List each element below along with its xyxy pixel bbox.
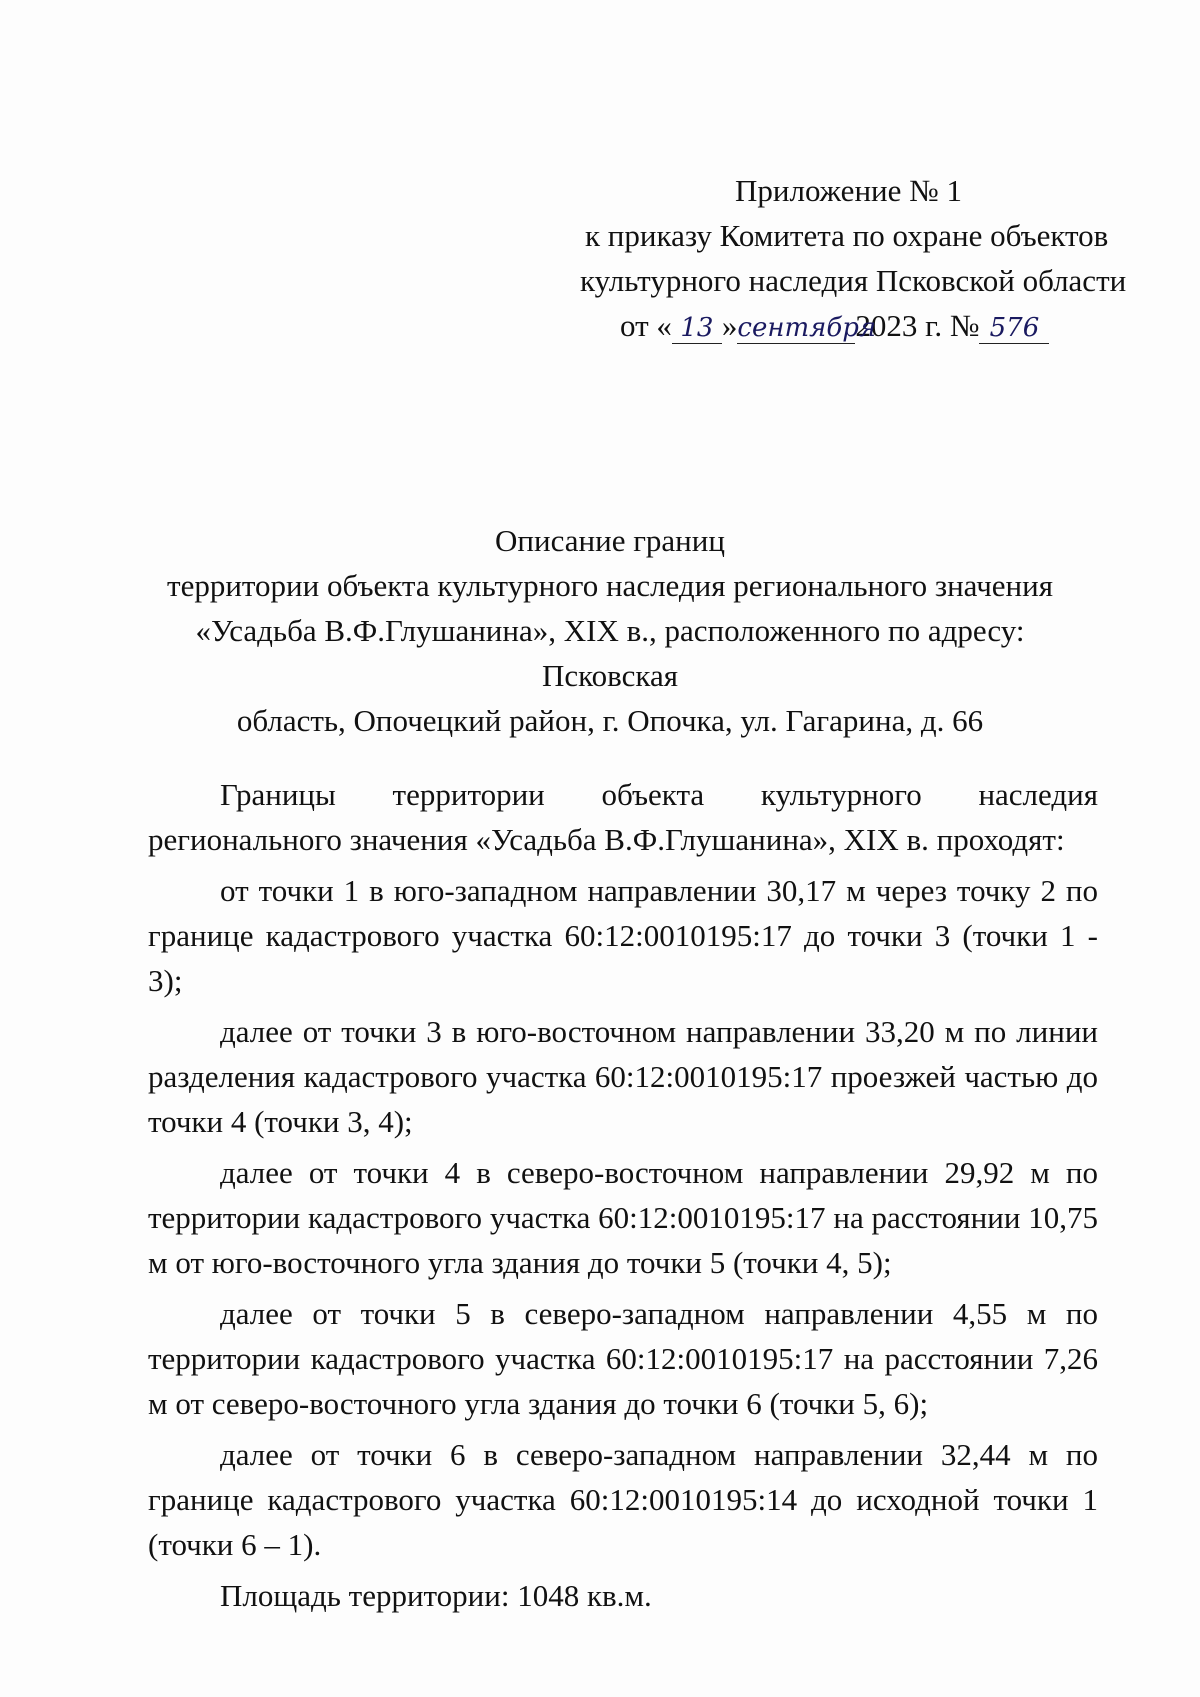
- title-line-2: территории объекта культурного наследия регионального значения: [167, 568, 1053, 603]
- paragraph-segment-3: далее от точки 4 в северо-восточном направлении 29,92 м по территории кадастрового участка 60:12:0010195:17 на расстоянии 10,75 м от юго-восточного угла здания до точки 5 (точки 4, 5);: [148, 1155, 1098, 1280]
- boundary-description: [148, 772, 1098, 1624]
- paragraph-segment-2: далее от точки 3 в юго-восточном направлении 33,20 м по линии разделения кадастрового участка 60:12:0010195:17 проезжей частью до точки 4 (точки 3, 4);: [148, 1014, 1098, 1139]
- date-year: 2023 г. №: [855, 308, 980, 343]
- paragraph-segment-4: далее от точки 5 в северо-западном направлении 4,55 м по территории кадастрового участка 60:12:0010195:17 на расстоянии 7,26 м от северо-восточного угла здания до точки 6 (точки 5, 6);: [148, 1296, 1098, 1421]
- area-statement: Площадь территории: 1048 кв.м.: [220, 1578, 652, 1613]
- handwritten-order-number: 576: [979, 313, 1049, 344]
- appendix-date-line: [560, 303, 1120, 348]
- handwritten-month: сентября: [737, 313, 877, 343]
- paragraph-segment-1: от точки 1 в юго-западном направлении 30,17 м через точку 2 по границе кадастрового участка 60:12:0010195:17 до точки 3 (точки 1 - 3);: [148, 873, 1098, 998]
- title-line-1: Описание границ: [495, 523, 725, 558]
- paragraph-segment-5: далее от точки 6 в северо-западном направлении 32,44 м по границе кадастрового участка 60:12:0010195:14 до исходной точки 1 (точки 6 – 1).: [148, 1437, 1098, 1562]
- appendix-order-ref: к приказу Комитета по охране объектов: [585, 218, 1109, 253]
- title-line-4: область, Опочецкий район, г. Опочка, ул. Гагарина, д. 66: [236, 703, 984, 738]
- appendix-committee: культурного наследия Псковской области: [580, 263, 1127, 298]
- title-line-3: «Усадьба В.Ф.Глушанина», XIX в., расположенного по адресу: Псковская: [195, 613, 1025, 693]
- date-prefix: от «: [620, 308, 672, 343]
- handwritten-day: 13: [672, 313, 722, 344]
- paragraph-intro: Границы территории объекта культурного наследия регионального значения «Усадьба В.Ф.Глушанина», XIX в. проходят:: [148, 777, 1098, 857]
- appendix-header: [560, 168, 1127, 348]
- date-mid: »: [721, 308, 738, 343]
- appendix-title: Приложение № 1: [735, 173, 962, 208]
- document-title: [130, 518, 1090, 743]
